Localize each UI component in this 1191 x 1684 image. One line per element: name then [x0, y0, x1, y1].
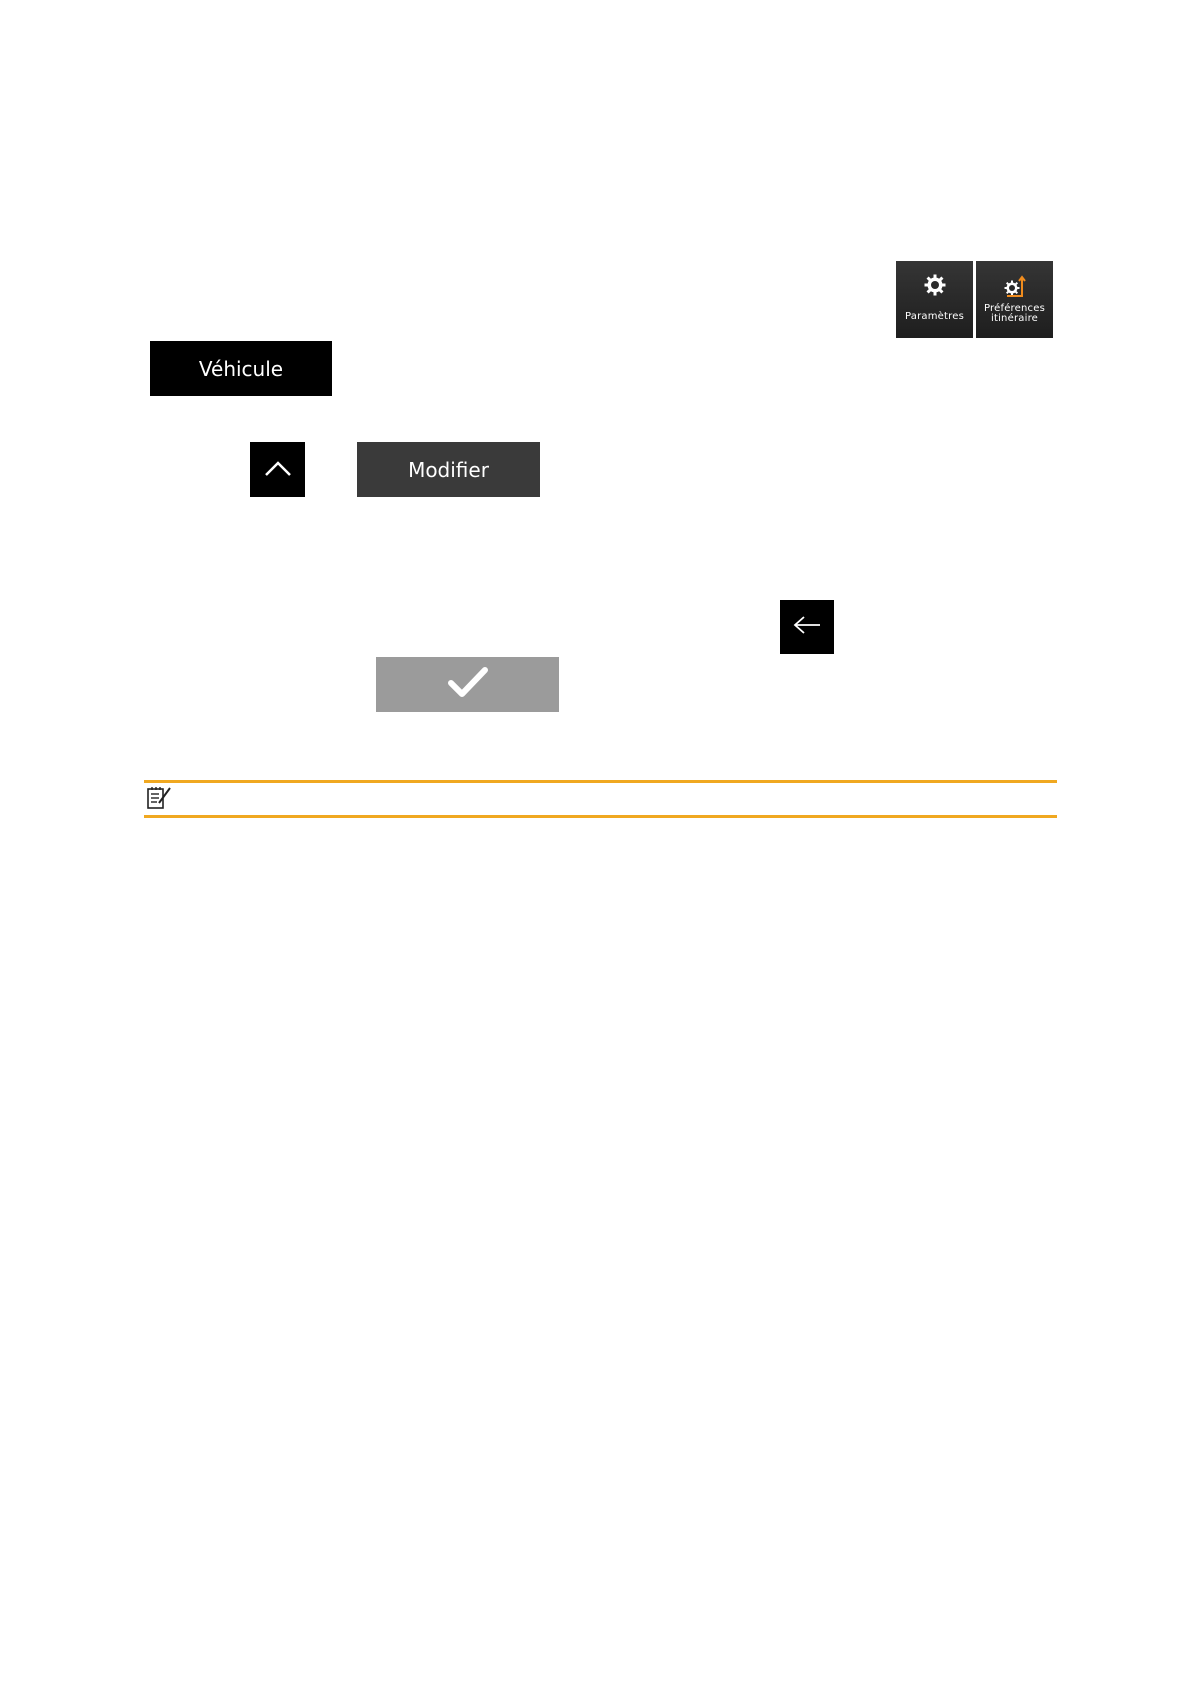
route-preferences-label-line1: Préférences	[983, 303, 1045, 314]
note-top-rule	[144, 780, 1057, 783]
chevron-up-icon	[264, 458, 292, 482]
settings-tile[interactable]	[896, 261, 973, 338]
arrow-left-icon	[792, 615, 822, 640]
route-preferences-tile[interactable]	[976, 261, 1053, 338]
route-preferences-label-line2: itinéraire	[990, 313, 1039, 324]
modify-button[interactable]: Modifier	[357, 442, 540, 497]
route-settings-icon	[1003, 275, 1027, 297]
settings-tile-label: Paramètres	[904, 311, 965, 322]
back-button[interactable]	[780, 600, 834, 654]
checkmark-icon	[447, 665, 489, 704]
up-button[interactable]	[250, 442, 305, 497]
gear-icon	[923, 273, 947, 297]
confirm-button[interactable]	[376, 657, 559, 712]
vehicle-button[interactable]: Véhicule	[150, 341, 332, 396]
note-bottom-rule	[144, 815, 1057, 818]
note-icon	[146, 786, 172, 810]
